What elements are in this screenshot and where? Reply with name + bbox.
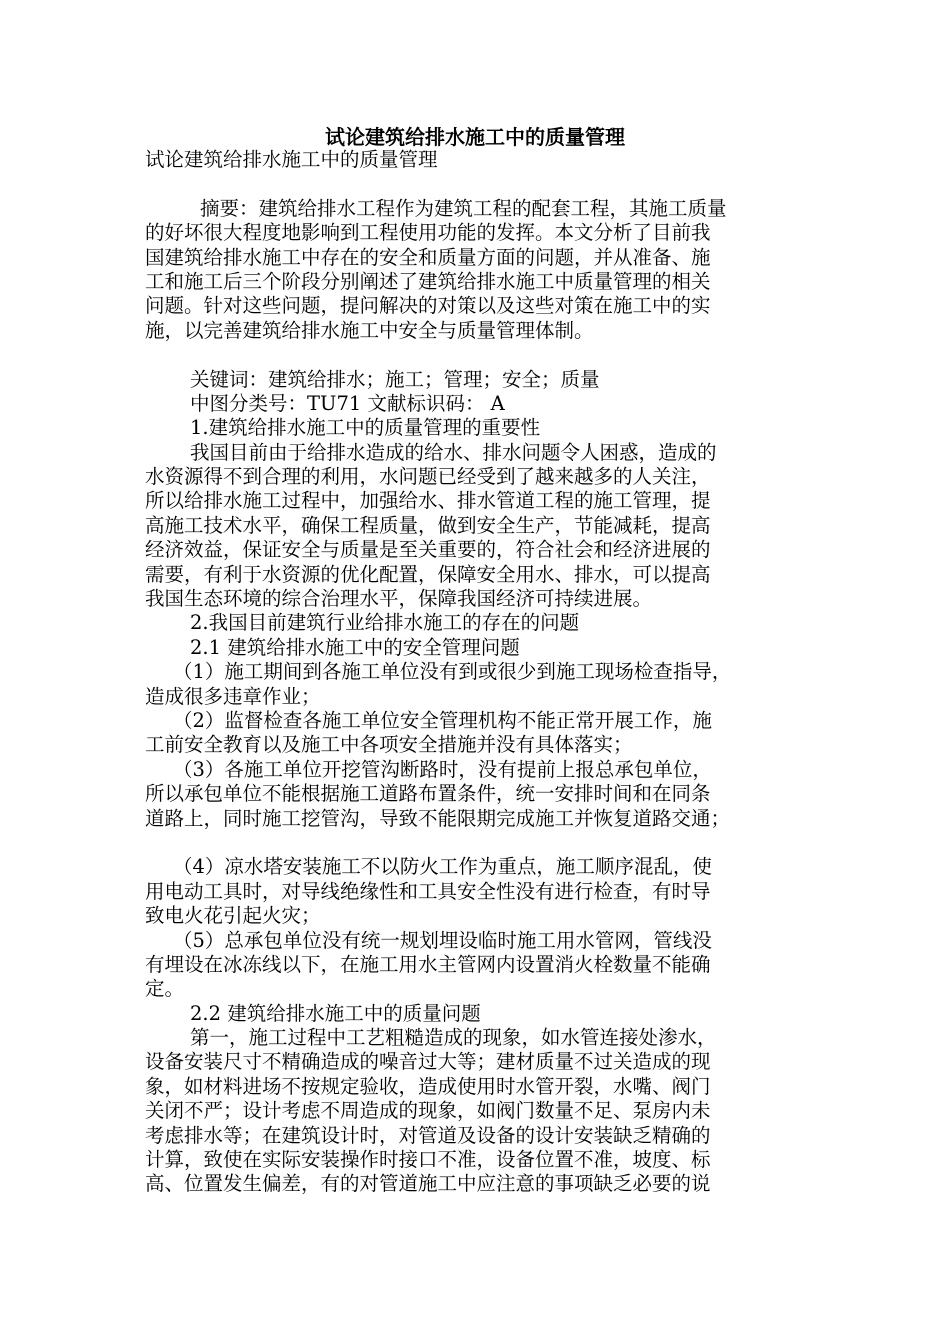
paragraph-line: 我国生态环境的综合治理水平，保障我国经济可持续进展。	[145, 587, 653, 611]
paragraph-line: 经济效益，保证安全与质量是至关重要的，符合社会和经济进展的	[145, 538, 711, 562]
paragraph-line: 造成很多违章作业；	[145, 684, 321, 708]
abstract-paragraph	[145, 197, 817, 343]
paragraph-line: 致电火花引起火灾；	[145, 904, 321, 928]
paragraph-line: 所以给排水施工过程中，加强给水、排水管道工程的施工管理，提	[145, 489, 711, 513]
list-item	[145, 660, 817, 709]
abstract-line: 国建筑给排水施工中存在的安全和质量方面的问题，并从准备、施	[145, 245, 711, 269]
paragraph-line: 用电动工具时，对导线绝缘性和工具安全性没有进行检查，有时导	[145, 879, 711, 903]
section22-paragraph	[145, 1026, 817, 1197]
keywords-line: 关键词：建筑给排水；施工；管理；安全；质量	[190, 367, 600, 391]
paragraph-line: （5）总承包单位没有统一规划埋设临时施工用水管网，管线没	[173, 928, 712, 952]
paragraph-line: （2）监督检查各施工单位安全管理机构不能正常开展工作，施	[173, 708, 712, 732]
abstract-line: 工和施工后三个阶段分别阐述了建筑给排水施工中质量管理的相关	[145, 269, 711, 293]
blank-line	[145, 172, 817, 196]
paragraph-line: 有埋设在冰冻线以下，在施工用水主管网内设置消火栓数量不能确	[145, 952, 711, 976]
abstract-line: 的好坏很大程度地影响到工程使用功能的发挥。本文分析了目前我	[145, 221, 711, 245]
paragraph-line: 我国目前由于给排水造成的给水、排水问题令人困惑，造成的	[190, 440, 717, 464]
document-subtitle: 试论建筑给排水施工中的质量管理	[145, 148, 438, 171]
paragraph-line: 高、位置发生偏差，有的对管道施工中应注意的事项缺乏必要的说	[145, 1172, 711, 1196]
subsection-heading: 2.2 建筑给排水施工中的质量问题	[190, 1001, 481, 1025]
paragraph-line: 设备安装尺寸不精确造成的噪音过大等；建材质量不过关造成的现	[145, 1050, 711, 1074]
document-body	[145, 148, 817, 1197]
paragraph-line: 考虑排水等；在建筑设计时，对管道及设备的设计安装缺乏精确的	[145, 1123, 711, 1147]
classification-line: 中图分类号：TU71 文献标识码： A	[190, 391, 505, 415]
section1-paragraph	[145, 441, 817, 612]
subsection-heading: 2.1 建筑给排水施工中的安全管理问题	[190, 635, 520, 659]
paragraph-line: 定。	[145, 977, 185, 1001]
abstract-line: 摘要：建筑给排水工程作为建筑工程的配套工程，其施工质量	[200, 196, 727, 220]
abstract-line: 施，以完善建筑给排水施工中安全与质量管理体制。	[145, 318, 594, 342]
paragraph-line: （4）凉水塔安装施工不以防火工作为重点，施工顺序混乱，使	[173, 855, 712, 879]
section-heading: 1.建筑给排水施工中的质量管理的重要性	[190, 416, 541, 440]
document-title: 试论建筑给排水施工中的质量管理	[325, 125, 625, 149]
paragraph-line: 象，如材料进场不按规定验收，造成使用时水管开裂，水嘴、阀门	[145, 1074, 711, 1098]
paragraph-line: 所以承包单位不能根据施工道路布置条件，统一安排时间和在同条	[145, 782, 711, 806]
section-heading: 2.我国目前建筑行业给排水施工的存在的问题	[190, 611, 580, 635]
list-item	[145, 929, 817, 1002]
paragraph-line: 第一，施工过程中工艺粗糙造成的现象，如水管连接处渗水，	[190, 1026, 717, 1050]
paragraph-line: 工前安全教育以及施工中各项安全措施并没有具体落实；	[145, 733, 633, 757]
abstract-line: 问题。针对这些问题，提问解决的对策以及这些对策在施工中的实	[145, 294, 711, 318]
paragraph-line: 道路上，同时施工挖管沟，导致不能限期完成施工并恢复道路交通；	[145, 806, 731, 830]
paragraph-line: 计算，致使在实际安装操作时接口不准，设备位置不准，坡度、标	[145, 1148, 711, 1172]
paragraph-line: 高施工技术水平，确保工程质量，做到安全生产，节能减耗，提高	[145, 513, 711, 537]
paragraph-line: 需要，有利于水资源的优化配置，保障安全用水、排水，可以提高	[145, 562, 711, 586]
list-item	[145, 855, 817, 928]
paragraph-line: 水资源得不到合理的利用，水问题已经受到了越来越多的人关注，	[145, 465, 711, 489]
blank-line	[145, 831, 817, 855]
list-item	[145, 758, 817, 831]
paragraph-line: （1）施工期间到各施工单位没有到或很少到施工现场检查指导，	[173, 660, 732, 684]
paragraph-line: （3）各施工单位开挖管沟断路时，没有提前上报总承包单位，	[173, 757, 712, 781]
paragraph-line: 关闭不严；设计考虑不周造成的现象，如阀门数量不足、泵房内未	[145, 1099, 711, 1123]
list-item	[145, 709, 817, 758]
blank-line	[145, 343, 817, 367]
